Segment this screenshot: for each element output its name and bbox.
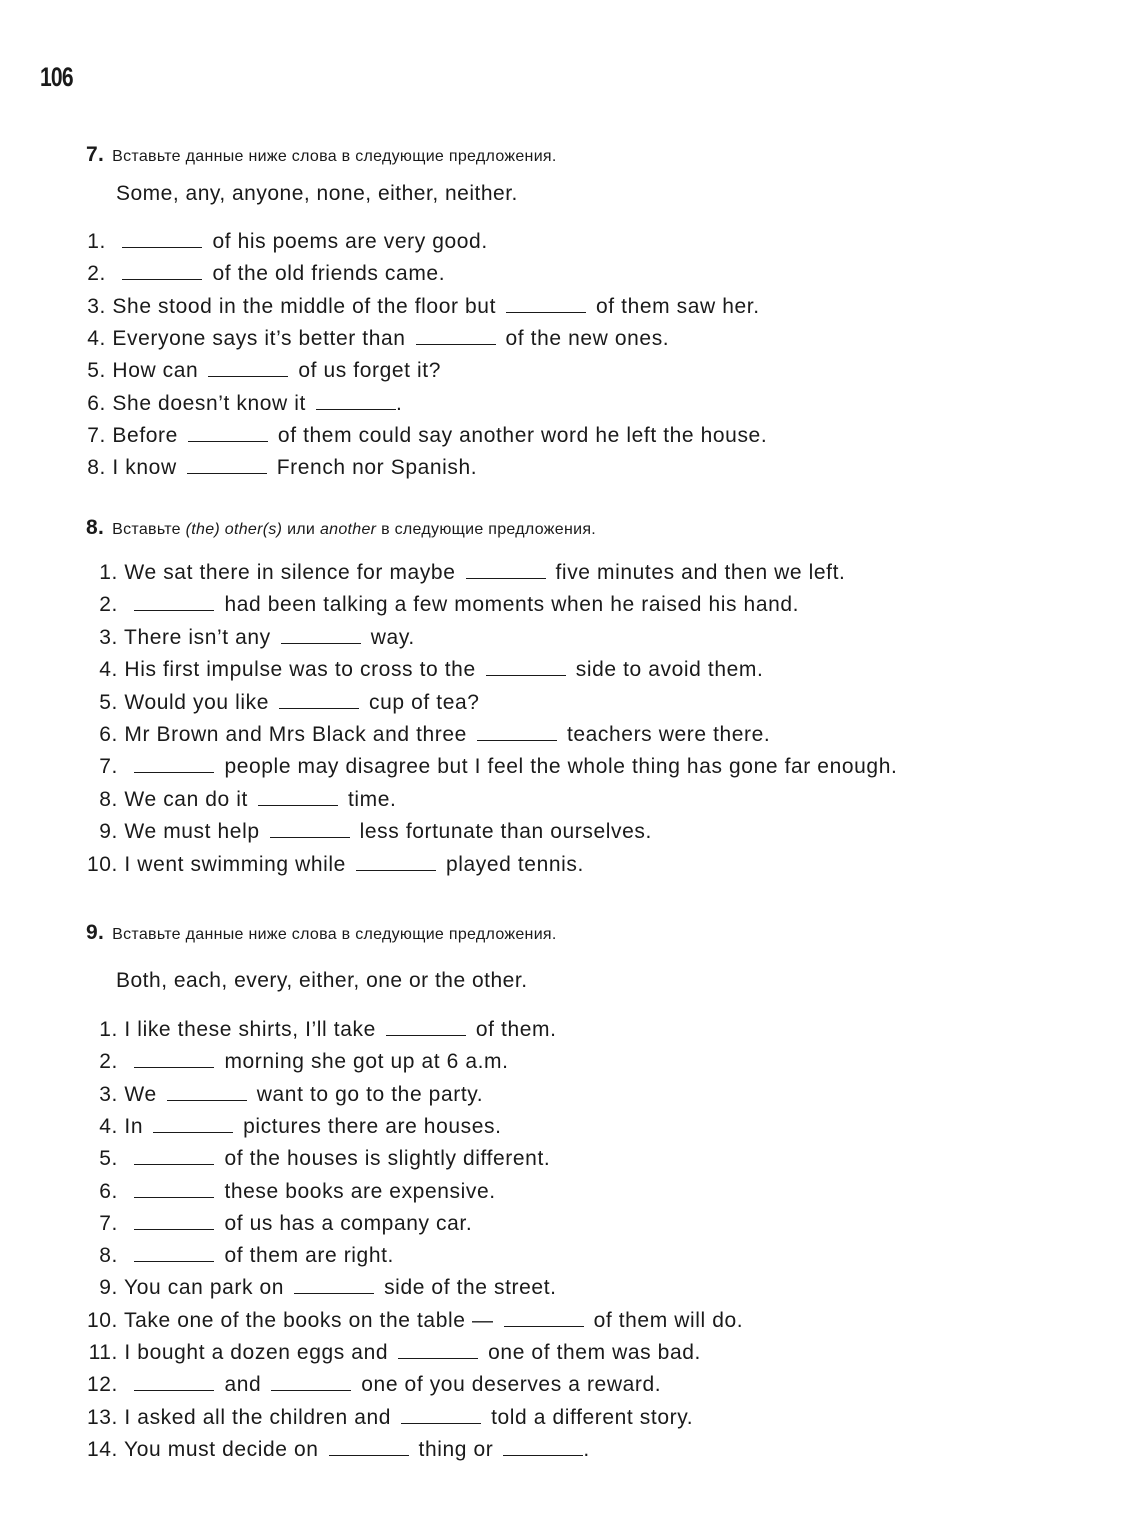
item-text: I like these shirts, I’ll take <box>118 1018 376 1041</box>
item-text: one of you deserves a reward. <box>361 1373 662 1397</box>
item-text: Take one of the books on the table — <box>118 1308 494 1332</box>
item-text: We can do it <box>118 787 248 811</box>
exercise-item <box>84 1243 394 1269</box>
answer-blank <box>134 1051 214 1068</box>
answer-blank <box>271 1374 351 1391</box>
exercise-8-header <box>86 516 596 540</box>
exercise-item <box>84 1082 483 1108</box>
item-text: morning she got up at 6 a.m. <box>224 1050 509 1074</box>
exercise-7-header <box>86 143 557 167</box>
exercise-item <box>84 1049 509 1075</box>
item-number: 5. <box>87 359 106 383</box>
item-text: You must decide on <box>118 1437 319 1461</box>
item-text: His first impulse was to cross to the <box>118 658 476 682</box>
exercise-item <box>84 1372 661 1398</box>
item-text: these books are expensive. <box>224 1179 496 1203</box>
item-text: side to avoid them. <box>575 658 764 682</box>
exercise-8-instruction-pre: Вставьте <box>112 521 181 538</box>
item-text: want to go to the party. <box>256 1082 484 1106</box>
exercise-item <box>84 1114 502 1140</box>
answer-blank <box>401 1407 481 1424</box>
item-text: less fortunate than ourselves. <box>359 820 652 844</box>
item-number: 7. <box>99 755 118 779</box>
item-text: of his poems are very good. <box>212 230 488 253</box>
item-number: 9. <box>99 1276 118 1300</box>
answer-blank <box>477 724 557 741</box>
item-number: 5. <box>99 1147 118 1171</box>
exercise-item <box>84 852 584 878</box>
answer-blank <box>279 692 359 709</box>
item-number: 12. <box>87 1373 118 1397</box>
item-number: 10. <box>87 1308 118 1332</box>
item-text: of the houses is slightly different. <box>224 1147 551 1171</box>
answer-blank <box>356 854 436 871</box>
exercise-9-header <box>86 921 557 945</box>
exercise-9-word-list: Both, each, every, either, one or the other. <box>116 969 528 992</box>
item-number: 4. <box>87 326 106 350</box>
exercise-item <box>84 1405 693 1431</box>
item-number: 6. <box>99 723 118 746</box>
exercise-item <box>84 294 760 320</box>
answer-blank <box>134 594 214 611</box>
exercise-7-number: 7. <box>86 143 105 166</box>
item-text: of them will do. <box>593 1308 744 1332</box>
exercise-9-instruction: Вставьте данные ниже слова в следующие предложения. <box>112 926 557 943</box>
exercise-item <box>84 326 669 352</box>
item-text: She stood in the middle of the floor but <box>106 294 496 318</box>
item-number: 2. <box>87 262 106 286</box>
answer-blank <box>134 756 214 773</box>
item-text: of them. <box>475 1018 557 1041</box>
answer-blank <box>316 393 396 410</box>
exercise-7-instruction: Вставьте данные ниже слова в следующие предложения. <box>112 148 557 165</box>
item-text: and <box>224 1373 262 1397</box>
answer-blank <box>486 659 566 676</box>
item-text: told a different story. <box>491 1405 694 1429</box>
item-text: Everyone says it’s better than <box>106 326 406 350</box>
item-text: Mr Brown and Mrs Black and three <box>118 723 467 746</box>
item-text: You can park on <box>118 1276 285 1300</box>
exercise-item <box>84 754 897 780</box>
answer-blank <box>386 1019 466 1036</box>
item-text: We <box>118 1082 157 1106</box>
item-number: 6. <box>87 391 106 415</box>
exercise-item <box>84 625 415 651</box>
item-text: pictures there are houses. <box>243 1114 502 1138</box>
item-text: of the old friends came. <box>212 262 446 286</box>
exercise-item <box>84 1017 557 1043</box>
item-text: Before <box>106 423 178 447</box>
item-text: In <box>118 1114 144 1138</box>
exercise-8-number: 8. <box>86 516 105 539</box>
item-number: 2. <box>99 593 118 617</box>
item-text: Would you like <box>118 690 270 714</box>
answer-blank <box>208 360 288 377</box>
item-text: French nor Spanish. <box>276 456 478 480</box>
item-number: 2. <box>99 1050 118 1074</box>
answer-blank <box>187 457 267 474</box>
item-number: 4. <box>99 658 118 682</box>
exercise-item <box>84 1179 496 1205</box>
exercise-item <box>84 592 799 618</box>
item-text: five minutes and then we left. <box>555 561 846 584</box>
answer-blank <box>503 1439 583 1456</box>
exercise-item <box>84 358 441 384</box>
exercise-item <box>84 560 846 586</box>
item-text: teachers were there. <box>566 723 771 746</box>
answer-blank <box>134 1213 214 1230</box>
answer-blank <box>134 1245 214 1262</box>
exercise-item <box>84 261 445 287</box>
answer-blank <box>134 1148 214 1165</box>
item-number: 7. <box>99 1211 118 1235</box>
item-text: of us has a company car. <box>224 1211 473 1235</box>
item-text: I went swimming while <box>118 852 346 876</box>
answer-blank <box>504 1310 584 1327</box>
item-text: I asked all the children and <box>118 1405 392 1429</box>
exercise-8-instruction-em2: another <box>319 521 377 538</box>
answer-blank <box>122 263 202 280</box>
item-number: 1. <box>99 561 118 584</box>
item-text: We sat there in silence for maybe <box>118 561 456 584</box>
answer-blank <box>134 1374 214 1391</box>
answer-blank <box>188 425 268 442</box>
item-number: 4. <box>99 1114 118 1138</box>
item-text: There isn’t any <box>118 625 271 649</box>
exercise-item <box>84 1340 701 1366</box>
item-text: I bought a dozen eggs and <box>118 1341 389 1364</box>
item-text: of them saw her. <box>596 294 760 318</box>
item-number: 6. <box>99 1179 118 1203</box>
answer-blank <box>329 1439 409 1456</box>
item-number: 7. <box>87 423 106 447</box>
item-text: thing or <box>418 1437 494 1461</box>
item-number: 11. <box>88 1341 118 1364</box>
item-text: I know <box>106 456 177 480</box>
exercise-item <box>84 1437 590 1463</box>
item-number: 1. <box>87 230 106 253</box>
exercise-item <box>84 455 477 481</box>
item-text: had been talking a few moments when he raised his hand. <box>224 593 800 617</box>
item-text: of them are right. <box>224 1244 394 1268</box>
answer-blank <box>294 1277 374 1294</box>
item-text: side of the street. <box>384 1276 557 1300</box>
exercise-item <box>84 229 488 255</box>
exercise-item <box>84 1211 472 1237</box>
exercise-8-instruction-mid: или <box>287 521 316 538</box>
answer-blank <box>167 1084 247 1101</box>
exercise-item <box>84 657 763 683</box>
exercise-item <box>84 1275 557 1301</box>
item-number: 3. <box>99 1082 118 1106</box>
item-text: people may disagree but I feel the whole thing has gone far enough. <box>224 755 898 779</box>
item-number: 8. <box>99 787 118 811</box>
answer-blank <box>466 562 546 579</box>
item-number: 5. <box>99 690 118 714</box>
item-number: 3. <box>99 625 118 649</box>
exercise-item <box>84 722 770 748</box>
answer-blank <box>506 296 586 313</box>
item-text: We must help <box>118 820 260 844</box>
exercise-item <box>84 391 402 417</box>
item-number: 9. <box>99 820 118 844</box>
item-number: 8. <box>87 456 106 480</box>
answer-blank <box>281 627 361 644</box>
item-text: . <box>583 1437 590 1461</box>
item-number: 10. <box>87 852 118 876</box>
item-text: cup of tea? <box>369 690 480 714</box>
item-text: . <box>395 391 403 415</box>
exercise-8-instruction-post: в следующие предложения. <box>381 521 597 538</box>
answer-blank <box>398 1342 478 1359</box>
answer-blank <box>153 1116 233 1133</box>
exercise-7-word-list: Some, any, anyone, none, either, neither. <box>116 182 518 205</box>
page-number: 106 <box>40 62 73 92</box>
answer-blank <box>416 328 496 345</box>
exercise-item <box>84 423 767 449</box>
item-number: 3. <box>87 294 106 318</box>
item-text: of them could say another word he left the house. <box>277 423 768 447</box>
item-text: played tennis. <box>445 852 584 876</box>
item-text: of the new ones. <box>505 326 670 350</box>
item-number: 8. <box>99 1244 118 1268</box>
answer-blank <box>270 821 350 838</box>
item-text: one of them was bad. <box>488 1341 701 1364</box>
exercise-item <box>84 819 652 845</box>
item-text: time. <box>347 787 397 811</box>
item-text: way. <box>370 625 415 649</box>
exercise-9-number: 9. <box>86 921 105 944</box>
item-text: How can <box>106 359 199 383</box>
exercise-item <box>84 787 397 813</box>
answer-blank <box>122 231 202 248</box>
answer-blank <box>258 789 338 806</box>
exercise-item <box>84 690 480 716</box>
item-text: of us forget it? <box>298 359 442 383</box>
exercise-item <box>84 1308 743 1334</box>
item-text: She doesn’t know it <box>106 391 306 415</box>
item-number: 13. <box>87 1405 118 1429</box>
exercise-item <box>84 1146 550 1172</box>
item-number: 1. <box>99 1018 118 1041</box>
answer-blank <box>134 1181 214 1198</box>
exercise-8-instruction-em1: (the) other(s) <box>185 521 283 538</box>
item-number: 14. <box>87 1437 118 1461</box>
